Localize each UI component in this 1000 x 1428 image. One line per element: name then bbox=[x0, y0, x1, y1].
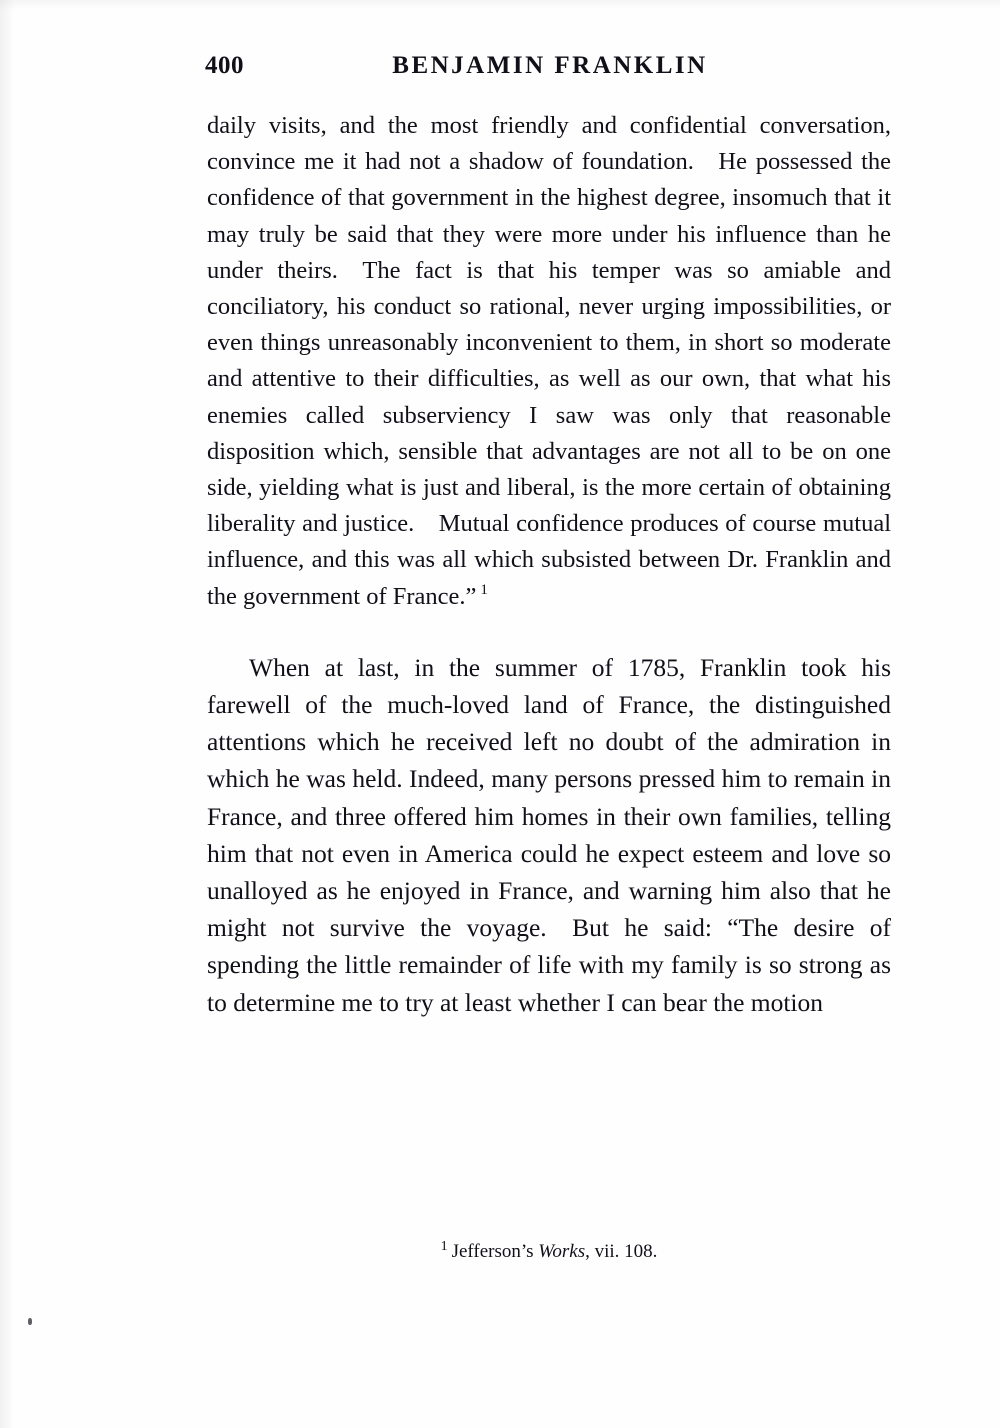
page-number: 400 bbox=[205, 52, 244, 79]
footnote-italic-title: Works bbox=[538, 1241, 586, 1262]
footnote bbox=[207, 1240, 891, 1264]
page-edge-shading-top bbox=[0, 0, 1000, 10]
page-header bbox=[205, 52, 895, 88]
page-edge-shading-left bbox=[0, 0, 14, 1428]
body-text-column bbox=[207, 108, 891, 1021]
footnote-reference-marker: 1 bbox=[480, 582, 488, 599]
footnote-number: 1 bbox=[440, 1238, 448, 1254]
paragraph-quoted-jefferson bbox=[207, 108, 891, 615]
paragraph-1-text: daily visits, and the most friendly and confidential conversation, convince me it had not a shadow of foundation. He possessed the confidence of that government in the highest degree, insomuch that it may truly be said that they were more under his influence than he under theirs. The fact is that his temper was so amiable and conciliatory, his conduct so rational, never urging impossibilities, or even things unreasonably inconvenient to them, in short so moderate and attentive to their difficulties, as well as our own, that what his enemies called subserviency I saw was only that reasonable disposition which, sensible that advantages are not all to be on one side, yielding what is just and liberal, is the more certain of obtaining liberality and justice. Mutual confidence produces of course mutual influence, and this was all which subsisted between Dr. Franklin and the government of France.” bbox=[207, 112, 891, 610]
running-title: BENJAMIN FRANKLIN bbox=[392, 52, 708, 79]
footnote-text-after: , vii. 108. bbox=[585, 1241, 658, 1262]
footnote-text-before: Jefferson’s bbox=[451, 1241, 539, 1262]
page-speck-artifact bbox=[28, 1318, 32, 1325]
paragraph-farewell-france: When at last, in the summer of 1785, Franklin took his farewell of the much-loved land of France, the distinguished attentions which he received left no doubt of the admiration in which he was held. Indeed, many persons pressed him to remain in France, and three offered him homes in their own families, telling him that not even in America could he expect esteem and love so unalloyed as he enjoyed in France, and warning him also that he might not survive the voyage. But he said: “The desire of spending the little remainder of life with my family is so strong as to determine me to try at least whether I can bear the motion bbox=[207, 652, 891, 1017]
